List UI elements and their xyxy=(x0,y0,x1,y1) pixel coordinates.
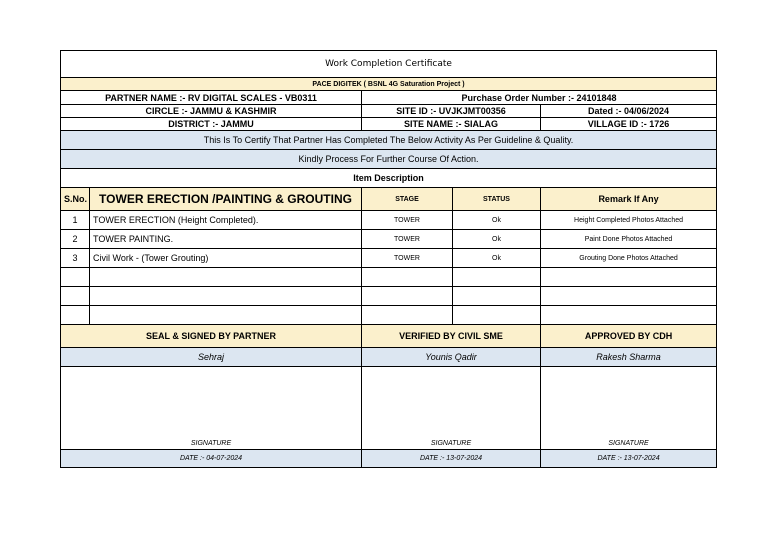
empty-row xyxy=(61,287,717,306)
row-sno: 2 xyxy=(61,230,90,249)
header-work: TOWER ERECTION /PAINTING & GROUTING xyxy=(90,188,362,211)
project-line: PACE DIGITEK ( BSNL 4G Saturation Project ) xyxy=(61,78,717,91)
cdh-signoff-header: APPROVED BY CDH xyxy=(541,325,717,348)
partner-signer-name: Sehraj xyxy=(61,348,362,367)
partner-date: DATE :- 04-07-2024 xyxy=(61,450,362,468)
row-sno: 1 xyxy=(61,211,90,230)
process-text: Kindly Process For Further Course Of Action. xyxy=(61,150,717,169)
row-remark: Paint Done Photos Attached xyxy=(541,230,717,249)
row-status: Ok xyxy=(453,230,541,249)
row-status: Ok xyxy=(453,249,541,268)
row-work: TOWER ERECTION (Height Completed). xyxy=(90,211,362,230)
circle: CIRCLE :- JAMMU & KASHMIR xyxy=(61,105,362,118)
header-stage: STAGE xyxy=(362,188,453,211)
row-remark: Height Completed Photos Attached xyxy=(541,211,717,230)
cdh-signer-name: Rakesh Sharma xyxy=(541,348,717,367)
row-sno: 3 xyxy=(61,249,90,268)
row-work: TOWER PAINTING. xyxy=(90,230,362,249)
certify-text: This Is To Certify That Partner Has Completed The Below Activity As Per Guideline & Quality. xyxy=(61,131,717,150)
empty-row xyxy=(61,268,717,287)
header-status: STATUS xyxy=(453,188,541,211)
certificate-table xyxy=(60,50,717,468)
table-row xyxy=(61,211,717,230)
table-row xyxy=(61,230,717,249)
village-id: VILLAGE ID :- 1726 xyxy=(541,118,717,131)
row-work: Civil Work - (Tower Grouting) xyxy=(90,249,362,268)
row-stage: TOWER xyxy=(362,230,453,249)
civil-signature-box: SIGNATURE xyxy=(362,367,541,450)
dated: Dated :- 04/06/2024 xyxy=(541,105,717,118)
po-number: Purchase Order Number :- 24101848 xyxy=(362,91,717,105)
header-remark: Remark If Any xyxy=(541,188,717,211)
partner-signoff-header: SEAL & SIGNED BY PARTNER xyxy=(61,325,362,348)
site-name: SITE NAME :- SIALAG xyxy=(362,118,541,131)
table-row xyxy=(61,249,717,268)
certificate-title: Work Completion Certificate xyxy=(61,51,717,78)
item-description-heading: Item Description xyxy=(61,169,717,188)
district: DISTRICT :- JAMMU xyxy=(61,118,362,131)
row-stage: TOWER xyxy=(362,249,453,268)
site-id: SITE ID :- UVJKJMT00356 xyxy=(362,105,541,118)
row-status: Ok xyxy=(453,211,541,230)
row-remark: Grouting Done Photos Attached xyxy=(541,249,717,268)
partner-name: PARTNER NAME :- RV DIGITAL SCALES - VB0311 xyxy=(61,91,362,105)
civil-signoff-header: VERIFIED BY CIVIL SME xyxy=(362,325,541,348)
cdh-signature-box: SIGNATURE xyxy=(541,367,717,450)
row-stage: TOWER xyxy=(362,211,453,230)
partner-signature-box: SIGNATURE xyxy=(61,367,362,450)
civil-date: DATE :- 13-07-2024 xyxy=(362,450,541,468)
civil-signer-name: Younis Qadir xyxy=(362,348,541,367)
header-sno: S.No. xyxy=(61,188,90,211)
cdh-date: DATE :- 13-07-2024 xyxy=(541,450,717,468)
empty-row xyxy=(61,306,717,325)
